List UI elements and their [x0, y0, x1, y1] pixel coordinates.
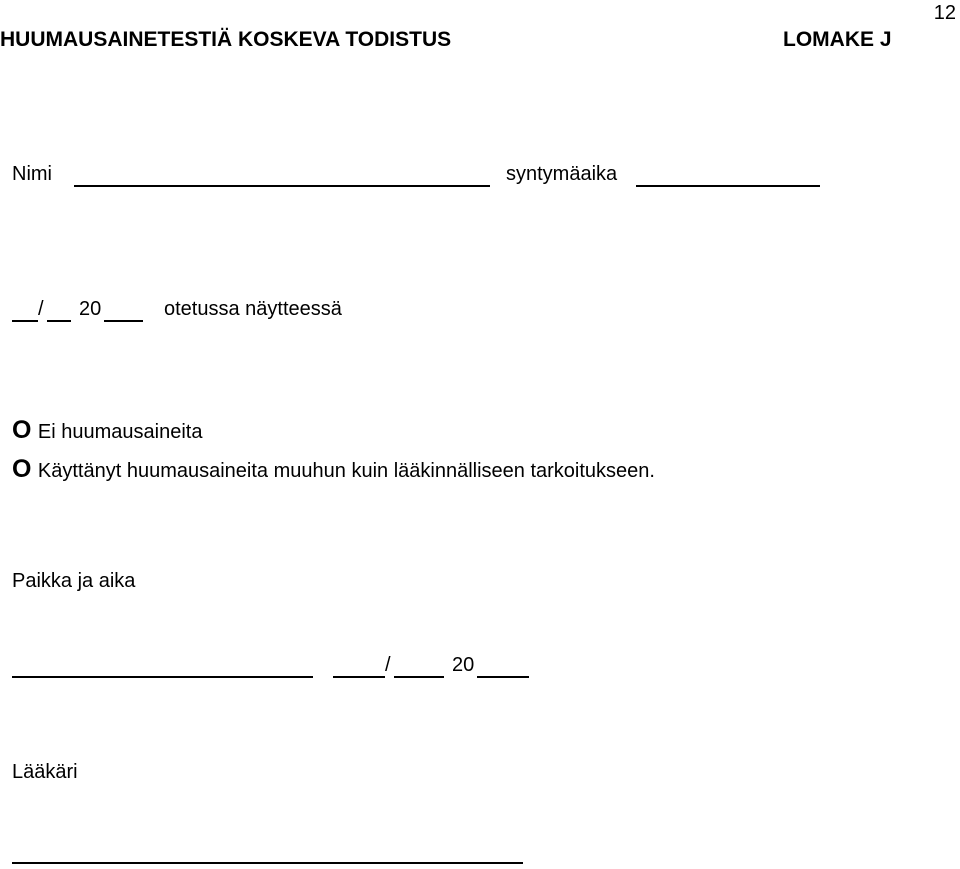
doctor-label: Lääkäri [12, 761, 78, 783]
sample-month-line[interactable] [47, 320, 71, 322]
birthdate-label: syntymäaika [506, 163, 618, 185]
signature-line[interactable] [12, 862, 523, 864]
sample-day-line[interactable] [12, 320, 38, 322]
name-field-line[interactable] [74, 185, 490, 187]
date-year-prefix: 20 [452, 654, 475, 676]
sample-year-line[interactable] [104, 320, 143, 322]
radio-marker[interactable]: O [12, 455, 32, 483]
option-drug-use[interactable] [12, 455, 655, 484]
sample-text: otetussa näytteessä [164, 298, 342, 320]
birthdate-field-line[interactable] [636, 185, 820, 187]
name-label: Nimi [12, 163, 52, 185]
option-label: Käyttänyt huumausaineita muuhun kuin lääkinnälliseen tarkoitukseen. [37, 460, 655, 482]
option-no-drugs[interactable] [12, 416, 202, 445]
sample-date-slash: / [38, 298, 44, 320]
form-id: LOMAKE J [783, 28, 892, 51]
date-month-line[interactable] [394, 676, 444, 678]
radio-marker[interactable]: O [12, 416, 32, 444]
date-year-line[interactable] [477, 676, 529, 678]
option-label: Ei huumausaineita [37, 421, 203, 443]
place-field-line[interactable] [12, 676, 313, 678]
sample-year-prefix: 20 [79, 298, 102, 320]
page-number: 12 [933, 2, 956, 24]
date-slash: / [385, 654, 391, 676]
document-title: HUUMAUSAINETESTIÄ KOSKEVA TODISTUS [0, 28, 452, 51]
date-day-line[interactable] [333, 676, 385, 678]
place-time-label: Paikka ja aika [12, 570, 136, 592]
